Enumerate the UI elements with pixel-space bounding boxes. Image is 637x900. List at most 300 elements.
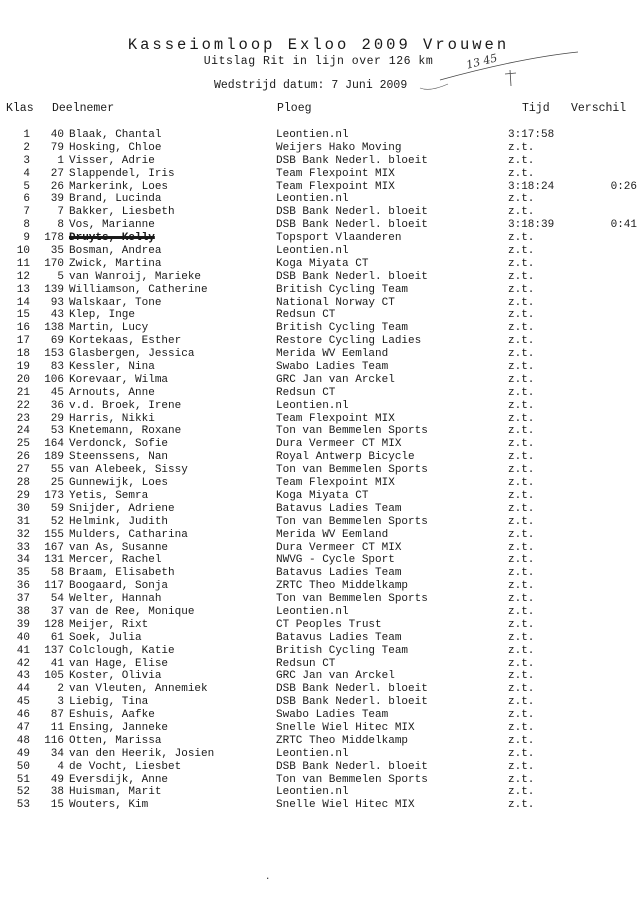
time-cell: z.t. [508,245,535,258]
team-cell: British Cycling Team [276,644,409,657]
bib-number-cell: 139 [44,283,64,296]
team-cell: Team Flexpoint MIX [276,477,395,490]
time-cell: z.t. [508,721,535,734]
time-cell: z.t. [508,528,535,541]
time-cell: z.t. [508,477,535,490]
bib-number-cell: 178 [44,232,64,245]
table-row [0,503,637,516]
table-row [0,129,637,142]
bib-number-cell: 52 [50,515,64,528]
table-row [0,799,637,812]
rank-cell: 4 [23,167,30,180]
bib-number-cell: 105 [44,670,64,683]
team-cell: Swabo Ladies Team [276,709,389,722]
rank-cell: 50 [16,760,30,773]
team-cell: Batavus Ladies Team [276,631,402,644]
bib-number-cell: 25 [50,477,64,490]
table-row [0,348,637,361]
time-cell: z.t. [508,438,535,451]
time-cell: z.t. [508,554,535,567]
bib-number-cell: 155 [44,528,64,541]
rider-name-cell: Zwick, Martina [69,257,162,270]
team-cell: DSB Bank Nederl. bloeit [276,154,428,167]
team-cell: Koga Miyata CT [276,257,369,270]
time-cell: z.t. [508,709,535,722]
table-row [0,271,637,284]
team-cell: GRC Jan van Arckel [276,373,395,386]
team-cell: DSB Bank Nederl. bloeit [276,683,428,696]
team-cell: CT Peoples Trust [276,618,382,631]
team-cell: Merida WV Eemland [276,348,389,361]
rank-cell: 46 [16,709,30,722]
bib-number-cell: 39 [50,193,64,206]
rider-name-cell: Eshuis, Aafke [69,709,155,722]
rank-cell: 7 [23,206,30,219]
table-row [0,529,637,542]
bib-number-cell: 79 [50,141,64,154]
team-cell: Batavus Ladies Team [276,502,402,515]
table-row [0,580,637,593]
table-row [0,554,637,567]
table-row [0,219,637,232]
rank-cell: 14 [16,296,30,309]
team-cell: National Norway CT [276,296,395,309]
time-cell: z.t. [508,580,535,593]
time-cell: z.t. [508,361,535,374]
table-row [0,284,637,297]
rank-cell: 25 [16,438,30,451]
rank-cell: 42 [16,657,30,670]
rank-cell: 38 [16,605,30,618]
team-cell: GRC Jan van Arckel [276,670,395,683]
rank-cell: 33 [16,541,30,554]
rider-name-cell: Helmink, Judith [69,515,169,528]
rank-cell: 45 [16,696,30,709]
team-cell: Leontien.nl [276,193,349,206]
bib-number-cell: 2 [57,683,64,696]
table-row [0,361,637,374]
time-cell: z.t. [508,412,535,425]
time-cell: z.t. [508,657,535,670]
rider-name-cell: Eversdijk, Anne [69,773,169,786]
bib-number-cell: 69 [50,335,64,348]
team-cell: Snelle Wiel Hitec MIX [276,799,415,812]
team-cell: DSB Bank Nederl. bloeit [276,270,428,283]
team-cell: Team Flexpoint MIX [276,412,395,425]
rider-name-cell: Gunnewijk, Loes [69,477,169,490]
rank-cell: 36 [16,580,30,593]
table-row [0,761,637,774]
table-row [0,400,637,413]
time-cell: z.t. [508,425,535,438]
rank-cell: 17 [16,335,30,348]
time-cell: z.t. [508,283,535,296]
bib-number-cell: 106 [44,373,64,386]
rank-cell: 10 [16,245,30,258]
time-cell: z.t. [508,489,535,502]
rider-name-cell: Meijer, Rixt [69,618,149,631]
bib-number-cell: 27 [50,167,64,180]
rank-cell: 41 [16,644,30,657]
rider-name-cell: Martin, Lucy [69,322,149,335]
rider-name-cell: Arnouts, Anne [69,386,155,399]
column-header-verschil: Verschil [571,102,627,115]
race-date: Wedstrijd datum: 7 Juni 2009 [214,79,408,92]
time-cell: z.t. [508,618,535,631]
table-row [0,490,637,503]
team-cell: Dura Vermeer CT MIX [276,438,402,451]
bib-number-cell: 45 [50,386,64,399]
rank-cell: 53 [16,799,30,812]
team-cell: ZRTC Theo Middelkamp [276,580,409,593]
gap-cell: 0:41 [610,219,637,232]
bib-number-cell: 131 [44,554,64,567]
table-row [0,516,637,529]
rank-cell: 37 [16,593,30,606]
rank-cell: 30 [16,502,30,515]
rider-name-cell: van Vleuten, Annemiek [69,683,208,696]
time-cell: z.t. [508,206,535,219]
rank-cell: 51 [16,773,30,786]
rider-name-cell: Blaak, Chantal [69,129,162,141]
table-row [0,322,637,335]
rider-name-cell: Welter, Hannah [69,593,162,606]
time-cell: z.t. [508,644,535,657]
table-row [0,168,637,181]
team-cell: Redsun CT [276,309,336,322]
team-cell: Swabo Ladies Team [276,361,389,374]
time-cell: z.t. [508,257,535,270]
bib-number-cell: 137 [44,644,64,657]
rank-cell: 16 [16,322,30,335]
bib-number-cell: 93 [50,296,64,309]
time-cell: z.t. [508,541,535,554]
column-header-ploeg: Ploeg [277,102,312,115]
bib-number-cell: 116 [44,734,64,747]
rider-name-cell: Soek, Julia [69,631,142,644]
rank-cell: 52 [16,786,30,799]
time-cell: z.t. [508,141,535,154]
rider-name-cell: Mercer, Rachel [69,554,162,567]
rider-name-cell: Hosking, Chloe [69,141,162,154]
time-cell: z.t. [508,502,535,515]
footer-mark: . [265,872,271,882]
rank-cell: 13 [16,283,30,296]
team-cell: Merida WV Eemland [276,528,389,541]
rank-cell: 8 [23,219,30,232]
bib-number-cell: 189 [44,451,64,464]
rider-name-cell: Visser, Adrie [69,154,155,167]
time-cell: z.t. [508,348,535,361]
rider-name-cell: Walskaar, Tone [69,296,162,309]
rank-cell: 15 [16,309,30,322]
table-row [0,722,637,735]
time-cell: z.t. [508,567,535,580]
rank-cell: 43 [16,670,30,683]
rank-cell: 5 [23,180,30,193]
bib-number-cell: 117 [44,580,64,593]
time-cell: z.t. [508,193,535,206]
team-cell: Topsport Vlaanderen [276,232,402,245]
team-cell: Leontien.nl [276,399,349,412]
table-row [0,670,637,683]
table-row [0,232,637,245]
rider-name-cell: Snijder, Adriene [69,502,175,515]
time-cell: z.t. [508,799,535,812]
rank-cell: 29 [16,489,30,502]
team-cell: Royal Antwerp Bicycle [276,451,415,464]
rider-name-cell: de Vocht, Liesbet [69,760,182,773]
bib-number-cell: 170 [44,257,64,270]
rider-name-cell: van Alebeek, Sissy [69,464,188,477]
rider-name-cell: van Hage, Elise [69,657,169,670]
bib-number-cell: 49 [50,773,64,786]
rider-name-cell: Vos, Marianne [69,219,155,232]
rider-name-cell: Koster, Olivia [69,670,162,683]
time-cell: z.t. [508,270,535,283]
rider-name-cell: Kortekaas, Esther [69,335,182,348]
bib-number-cell: 35 [50,245,64,258]
team-cell: Ton van Bemmelen Sports [276,773,428,786]
time-cell: z.t. [508,373,535,386]
team-cell: Snelle Wiel Hitec MIX [276,721,415,734]
bib-number-cell: 61 [50,631,64,644]
team-cell: DSB Bank Nederl. bloeit [276,219,428,232]
rider-name-cell: Kessler, Nina [69,361,155,374]
rank-cell: 28 [16,477,30,490]
handwritten-scribble [0,0,637,140]
results-table [0,129,637,812]
team-cell: Leontien.nl [276,786,349,799]
rank-cell: 32 [16,528,30,541]
time-cell: z.t. [508,232,535,245]
table-row [0,593,637,606]
team-cell: Team Flexpoint MIX [276,180,395,193]
rank-cell: 26 [16,451,30,464]
bib-number-cell: 58 [50,567,64,580]
table-row [0,245,637,258]
time-cell: 3:17:58 [508,129,555,141]
rank-cell: 49 [16,747,30,760]
team-cell: Ton van Bemmelen Sports [276,593,428,606]
time-cell: z.t. [508,670,535,683]
table-row [0,567,637,580]
rider-name-cell: Glasbergen, Jessica [69,348,195,361]
bib-number-cell: 1 [57,154,64,167]
bib-number-cell: 26 [50,180,64,193]
time-cell: 3:18:24 [508,180,555,193]
time-cell: z.t. [508,593,535,606]
bib-number-cell: 43 [50,309,64,322]
table-row [0,258,637,271]
column-header-deelnemer: Deelnemer [52,102,115,115]
time-cell: z.t. [508,786,535,799]
bib-number-cell: 11 [50,721,64,734]
rider-name-cell: van As, Susanne [69,541,169,554]
bib-number-cell: 153 [44,348,64,361]
time-cell: z.t. [508,515,535,528]
rider-name-cell: Verdonck, Sofie [69,438,169,451]
rider-name-cell: van de Ree, Monique [69,605,195,618]
team-cell: ZRTC Theo Middelkamp [276,734,409,747]
team-cell: DSB Bank Nederl. bloeit [276,696,428,709]
rider-name-cell: v.d. Broek, Irene [69,399,182,412]
rider-name-cell: Ensing, Janneke [69,721,169,734]
table-row [0,696,637,709]
bib-number-cell: 55 [50,464,64,477]
time-cell: z.t. [508,154,535,167]
rank-cell: 23 [16,412,30,425]
team-cell: Restore Cycling Ladies [276,335,422,348]
document-title: Kasseiomloop Exloo 2009 Vrouwen [127,36,510,54]
rider-name-cell: van Wanroij, Marieke [69,270,202,283]
rider-name-cell: Yetis, Semra [69,489,149,502]
table-row [0,387,637,400]
time-cell: z.t. [508,335,535,348]
table-row [0,309,637,322]
time-cell: z.t. [508,760,535,773]
table-row [0,748,637,761]
team-cell: Team Flexpoint MIX [276,167,395,180]
bib-number-cell: 37 [50,605,64,618]
table-row [0,155,637,168]
team-cell: Redsun CT [276,657,336,670]
team-cell: Ton van Bemmelen Sports [276,464,428,477]
table-row [0,645,637,658]
team-cell: Leontien.nl [276,605,349,618]
rider-name-cell: Williamson, Catherine [69,283,208,296]
bib-number-cell: 173 [44,489,64,502]
bib-number-cell: 29 [50,412,64,425]
team-cell: DSB Bank Nederl. bloeit [276,206,428,219]
rank-cell: 11 [16,257,30,270]
rider-name-cell: Bosman, Andrea [69,245,162,258]
bib-number-cell: 138 [44,322,64,335]
time-cell: z.t. [508,631,535,644]
rider-name-cell: Korevaar, Wilma [69,373,169,386]
bib-number-cell: 7 [57,206,64,219]
table-row [0,606,637,619]
gap-cell: 0:26 [610,180,637,193]
rank-cell: 9 [23,232,30,245]
table-row [0,438,637,451]
time-cell: z.t. [508,747,535,760]
rank-cell: 3 [23,154,30,167]
team-cell: British Cycling Team [276,283,409,296]
rank-cell: 34 [16,554,30,567]
rider-name-cell: Colclough, Katie [69,644,175,657]
rider-name-cell: Mulders, Catharina [69,528,188,541]
team-cell: DSB Bank Nederl. bloeit [276,760,428,773]
table-row [0,477,637,490]
table-row [0,619,637,632]
time-cell: z.t. [508,734,535,747]
table-row [0,142,637,155]
team-cell: Weijers Hako Moving [276,141,402,154]
time-cell: z.t. [508,399,535,412]
table-row [0,413,637,426]
table-row [0,786,637,799]
team-cell: Batavus Ladies Team [276,567,402,580]
table-row [0,658,637,671]
rider-name-cell: van den Heerik, Josien [69,747,215,760]
time-cell: z.t. [508,464,535,477]
rank-cell: 39 [16,618,30,631]
table-row [0,683,637,696]
time-cell: z.t. [508,309,535,322]
rider-name-cell: Braam, Elisabeth [69,567,175,580]
rank-cell: 1 [23,129,30,141]
handwritten-note: 13 45 [464,51,499,72]
time-cell: z.t. [508,451,535,464]
document-subtitle: Uitslag Rit in lijn over 126 km [203,55,434,68]
bib-number-cell: 5 [57,270,64,283]
table-row [0,206,637,219]
rank-cell: 21 [16,386,30,399]
team-cell: British Cycling Team [276,322,409,335]
time-cell: z.t. [508,296,535,309]
rider-name-cell: Druyts, Kelly [69,232,155,245]
table-row [0,735,637,748]
rider-name-cell: Knetemann, Roxane [69,425,182,438]
rank-cell: 19 [16,361,30,374]
time-cell: z.t. [508,386,535,399]
rider-name-cell: Liebig, Tina [69,696,149,709]
rider-name-cell: Brand, Lucinda [69,193,162,206]
table-row [0,193,637,206]
table-row [0,425,637,438]
rider-name-cell: Markerink, Loes [69,180,169,193]
table-row [0,335,637,348]
rank-cell: 12 [16,270,30,283]
rank-cell: 2 [23,141,30,154]
team-cell: Ton van Bemmelen Sports [276,425,428,438]
column-header-tijd: Tijd [522,102,550,115]
team-cell: Dura Vermeer CT MIX [276,541,402,554]
team-cell: Ton van Bemmelen Sports [276,515,428,528]
bib-number-cell: 15 [50,799,64,812]
rank-cell: 6 [23,193,30,206]
bib-number-cell: 83 [50,361,64,374]
rider-name-cell: Steenssens, Nan [69,451,169,464]
rider-name-cell: Slappendel, Iris [69,167,175,180]
rider-name-cell: Klep, Inge [69,309,136,322]
rank-cell: 20 [16,373,30,386]
rank-cell: 35 [16,567,30,580]
team-cell: Leontien.nl [276,747,349,760]
bib-number-cell: 36 [50,399,64,412]
rank-cell: 44 [16,683,30,696]
bib-number-cell: 40 [50,129,64,141]
bib-number-cell: 53 [50,425,64,438]
time-cell: z.t. [508,773,535,786]
team-cell: NWVG - Cycle Sport [276,554,395,567]
rank-cell: 18 [16,348,30,361]
rider-name-cell: Otten, Marissa [69,734,162,747]
table-row [0,542,637,555]
rider-name-cell: Huisman, Marit [69,786,162,799]
rank-cell: 47 [16,721,30,734]
time-cell: z.t. [508,322,535,335]
time-cell: z.t. [508,683,535,696]
bib-number-cell: 164 [44,438,64,451]
rank-cell: 22 [16,399,30,412]
rank-cell: 27 [16,464,30,477]
bib-number-cell: 34 [50,747,64,760]
team-cell: Koga Miyata CT [276,489,369,502]
team-cell: Leontien.nl [276,245,349,258]
rider-name-cell: Wouters, Kim [69,799,149,812]
